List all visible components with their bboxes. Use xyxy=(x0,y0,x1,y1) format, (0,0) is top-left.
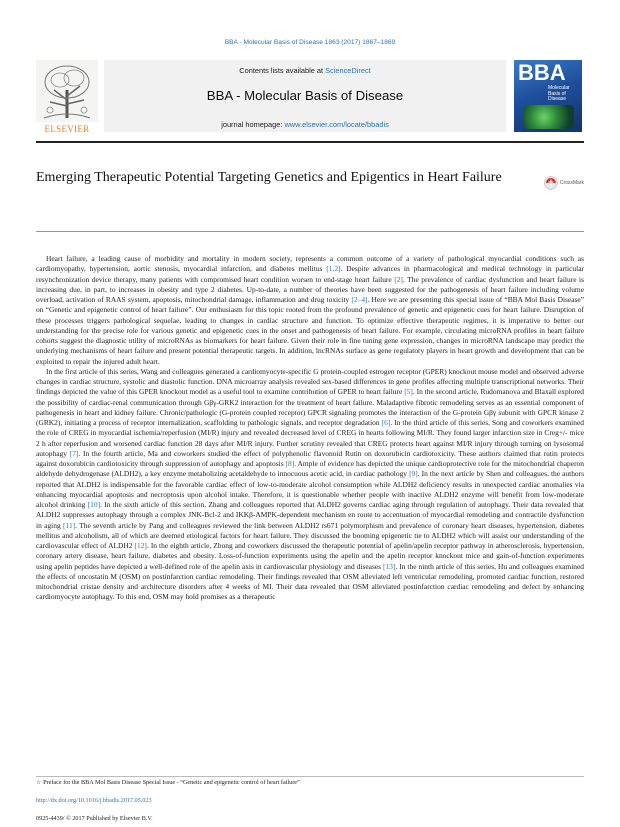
elsevier-wordmark: ELSEVIER xyxy=(44,124,90,134)
paragraph-text: . In the second article, Rudomanova and Blaxall explored the possibility of cardiac-renal communication through Gβγ-GRK2 interaction for the treatment of heart failure. Maladaptive fibrotic remodeling serves as an essential component of pathogenesis in heart and kidney failure. Chronic/pathologic (G-protein coupled receptor) GPCR signaling promotes the interaction of the G-protein Gβγ subunit with GPCR kinase 2 (GRK2), initiating a process of receptor internalization, scaffolding to pathologic signals, and receptor degradation xyxy=(36,387,584,427)
paragraph-text: . Ample of evidence has depicted the unique cardioprotective role for the mitochondrial chaperon aldehyde dehydrogenase (ALDH2), a key enzyme metabolizing acetaldehyde to innocuous acetic acid, in cardiac pathology xyxy=(36,459,584,479)
elsevier-tree-logo xyxy=(36,60,98,132)
footnote-rule xyxy=(36,776,584,777)
sciencedirect-link[interactable]: ScienceDirect xyxy=(325,66,371,75)
homepage-prefix: journal homepage: xyxy=(221,120,285,129)
paragraph-text: . Here we are presenting this special issue of “BBA Mol Basis Disease” on “Genetic and epigenetic control of heart failure”. Our enthusiasm for this topic rooted from the profound prevalence of genetic and epigenetic cues for heart failure. Disruption of these processes triggers pathological sequelae, leading to changes in cardiac structure and function. To optimize effective therapeutic regimes, it is imperative to better our understanding for the precise role for various genetic and epigenetic cues in the onset and pathogenesis of heart failure. For example, circulating microRNA profiles in heart failure cohorts suggest the diagnostic utility of microRNAs as biomarkers for heart failure. Given their role in fine tuning gene expression, changes in microRNA landscape may predict the underlying mechanisms of heart failure and present potential therapeutic targets. In addition, lncRNAs surface as gene regulatory players in heart growth and development that can be exploited to repair the injured adult heart. xyxy=(36,295,585,366)
contents-prefix: Contents lists available at xyxy=(239,66,326,75)
citation-link[interactable]: [2] xyxy=(394,274,403,284)
citation-link[interactable]: [12] xyxy=(134,541,147,550)
paragraph-text: . In the eighth article, Zhong and coworkers discussed the therapeutic potential of apelin/apelin receptor pathway in atherosclerosis, hypertension, coronary artery disease, heart failure, diabetes and obesity. Loss-of-function experiments using the apelin and the apelin receptor knockout mice and gain-of-function experiments using apelin peptides have depicted a well-defined role of the apelin axis in cardiovascular physiology and diseases xyxy=(36,541,584,571)
paragraph-text: . In the third article of this series, Song and coworkers examined the role of CREG in myocardial ischemia/reperfusion (MI/R) injury and revealed decreased level of CREG in hearts following MI/R. They found larger infarction size in Creg+/- mice 2 h after reperfusion and worsened cardiac function 28 days after MI/R injury. Further scrutiny revealed that CREG protects heart against MI/R injury through turning on lysosomal autophagy xyxy=(36,418,584,458)
citation-link[interactable]: [7] xyxy=(69,448,79,458)
crossmark-button[interactable] xyxy=(544,176,584,190)
homepage-link[interactable]: www.elsevier.com/locate/bbadis xyxy=(284,120,389,129)
citation-link[interactable]: [5] xyxy=(404,387,413,397)
doi-link[interactable]: http://dx.doi.org/10.1016/j.bbadis.2017.05.023 xyxy=(36,797,152,804)
paragraph-text: . In the sixth article of this section, Zhang and colleagues reported that ALDH2 governs cardiac aging through regulation of autophagy. Their data revealed that ALDH2 suppresses autophagy through a complex JNK-Bcl-2 and IKKβ-AMPK-dependent mechanism en route to accentuation of myocardial remodeling and contractile dysfunction in aging xyxy=(36,500,584,530)
paragraph-text: . In the fourth article, Ma and coworkers studied the effect of polyphenolic flavonoid Rutin on doxorubicin cardiotoxicity. These authors claimed that rutin protects against doxorubicin cardiotoxicity through suppression of autophagy and apoptosis xyxy=(36,448,584,468)
cover-title: BBA xyxy=(518,60,566,85)
header-rule xyxy=(36,141,584,143)
citation-link[interactable]: [9] xyxy=(409,469,418,479)
journal-homepage xyxy=(104,120,506,129)
body-paragraph xyxy=(36,367,584,603)
paragraph-text: . The seventh article by Pang and colleagues reviewed the link between ALDH2 rs671 polymorphism and prevalence of coronary heart diseases, hypertension, diabetes mellitus and alcoholism, all of which are deemed etiological factors for heart failure. They discussed the booming epigenetic tie to ALDH2 which will assist our understanding of the cardiovascular effect of ALDH2 xyxy=(36,520,584,550)
crossmark-label: CrossMark xyxy=(559,180,584,186)
citation-link[interactable]: [13] xyxy=(383,561,396,571)
journal-cover-image[interactable] xyxy=(514,60,582,132)
paragraph-text: . In the next article by Shen and colleagues, the authors reported that ALDH2 is indispensable for the favorable cardiac effect of low-to-moderate alcohol consumption while ALDH2 deficiency results in unexpected cardiac anomalies via enhancing myocardial apoptosis and necroptosis upon alcohol intake. Therefore, it is questionable whether people with inactive ALDH2 enzyme will benefit from low-moderate alcohol drinking xyxy=(36,469,584,509)
elsevier-tree-icon xyxy=(36,60,98,122)
article-title: Emerging Therapeutic Potential Targeting Genetics and Epigentics in Heart Failure xyxy=(36,170,502,185)
cover-subtitle: Molecular Basis of Disease xyxy=(548,85,570,102)
citation-link[interactable]: [11] xyxy=(63,520,76,530)
citation-link[interactable]: [2–4] xyxy=(351,295,368,304)
citation-link[interactable]: [1,2] xyxy=(326,264,341,274)
citation-link[interactable]: [8] xyxy=(285,459,295,468)
title-rule xyxy=(36,231,584,232)
citation-link[interactable]: [10] xyxy=(87,500,101,509)
paragraph-text: In the first article of this series, Wang and colleagues generated a cardiomyocyte-specific G protein-coupled estrogen receptor (GPER) knockout mouse model and observed adverse changes in cardiac structure, systolic and diastolic function. DNA microarray analysis revealed sex-based differences in gene profiles affecting multiple transcriptional networks. Their findings depicted the value of this GPER knockout model as a useful tool to examine contribution of GPER to heart failure xyxy=(36,366,584,397)
footnote: ☆ Preface for the BBA Mol Basis Disease Special Issue - “Genetic and epigenetic control of heart failure” xyxy=(36,779,300,786)
paragraph-text: . Despite advances in pharmacological and medical technology in particular resynchronization device therapy, many patients with compromised heart condition worsen to end-stage heart failure xyxy=(36,264,584,284)
journal-citation: BBA - Molecular Basis of Disease 1863 (2017) 1867–1869 xyxy=(224,39,396,46)
paragraph-text: . In the ninth article of this series, Hu and colleagues examined the effects of oncostatin M (OSM) on postinfarction cardiac remodeling. Their findings revealed that OSM alleviated left ventricular remodeling, promoted cardiac function, restored mitochondrial cristae density and architecture disorders after 4 weeks of MI. Their data revealed that OSM alleviated postinfarction cardiac remodeling and defect by enhancing cardiomyocyte autophagy. To this end, OSM may hold promises as a therapeutic xyxy=(36,561,584,602)
paragraph-text: Heart failure, a leading cause of morbidity and mortality in modern society, represents a common outcome of a variety of pathological myocardial conditions such as cardiomyopathy, hypertension, aortic stenosis, myocardial infarction, and diabetes mellitus xyxy=(36,254,584,274)
citation-link[interactable]: [6] xyxy=(381,418,391,427)
paragraph-text: . The prevalence of cardiac dysfunction and heart failure is increasing due, in part, to increases in obesity and type 2 diabetes. Up-to-date, a number of theories have been suggested for the pathogenesis of heart failure including volume overload, activation of RAAS system, apoptosis, mitochondrial damage, inflammation and drug toxicity xyxy=(36,274,584,304)
crossmark-icon xyxy=(544,176,558,190)
journal-name: BBA - Molecular Basis of Disease xyxy=(206,88,404,103)
cover-artwork xyxy=(524,105,574,129)
article-body xyxy=(36,254,584,603)
contents-availability xyxy=(104,66,506,75)
body-paragraph xyxy=(36,254,584,367)
copyright-notice: 0925-4439/ © 2017 Published by Elsevier B.V. xyxy=(36,815,153,822)
